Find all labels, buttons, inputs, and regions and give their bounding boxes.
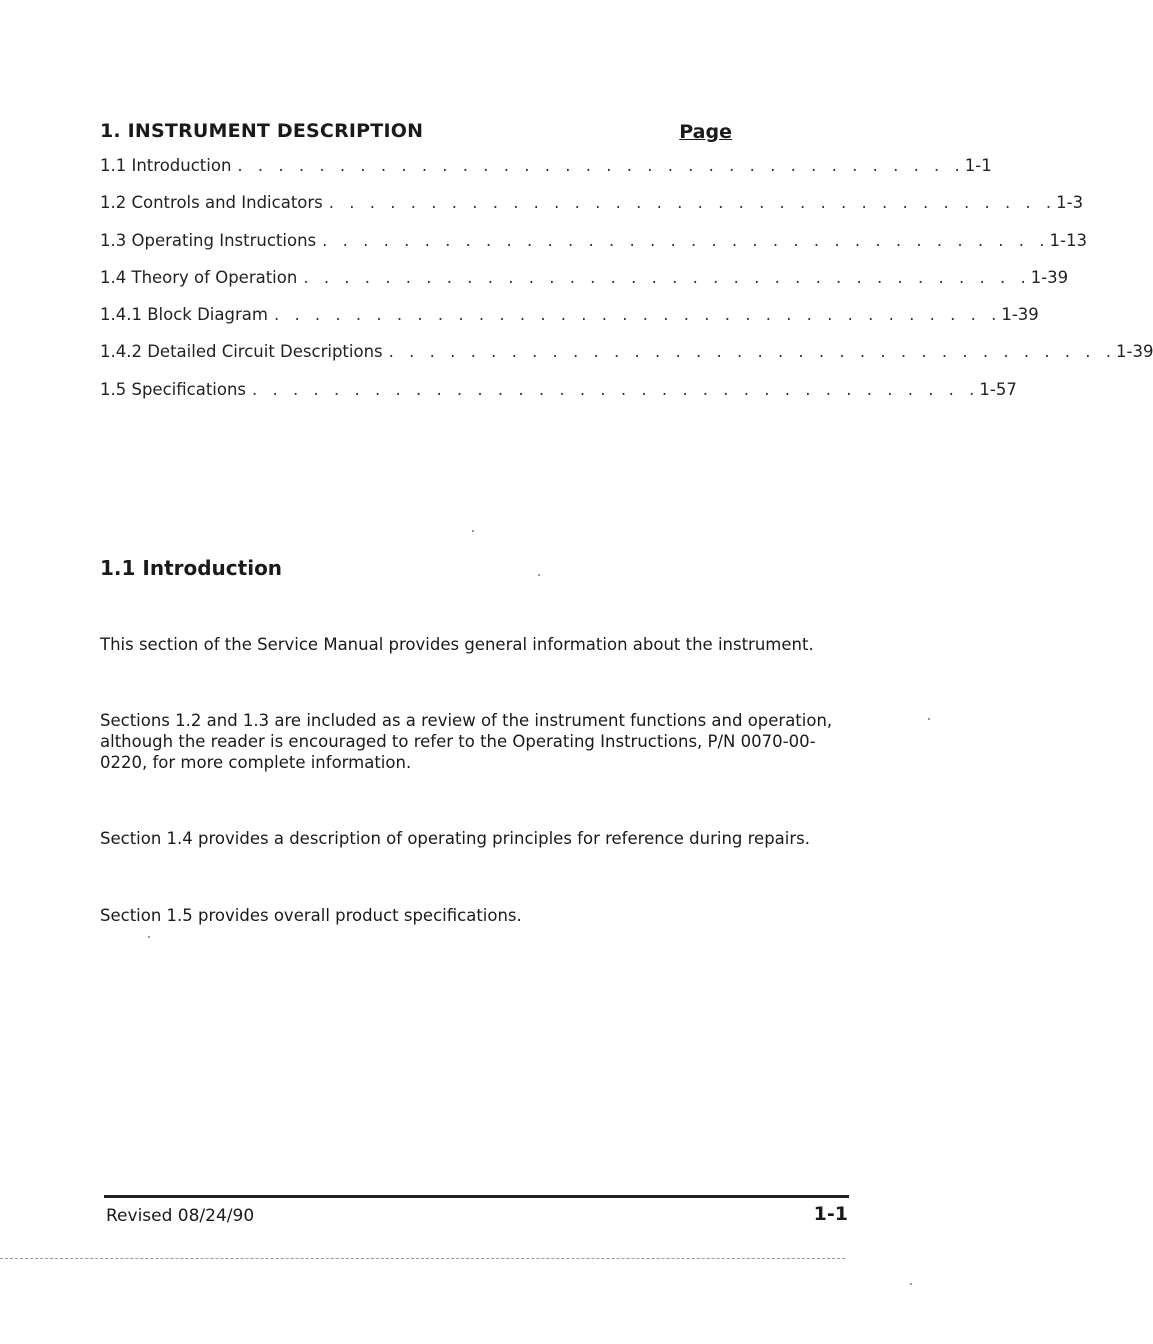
revision-date: Revised 08/24/90	[106, 1206, 255, 1226]
toc-entry-label: 1.4 Theory of Operation	[100, 267, 298, 287]
toc-entry	[100, 379, 1017, 417]
specifications-paragraph: Section 1.5 provides overall product specifications.	[100, 906, 522, 925]
toc-entry-label: 1.2 Controls and Indicators	[100, 193, 323, 213]
scan-speck	[538, 574, 540, 576]
toc-title: 1. INSTRUMENT DESCRIPTION	[100, 120, 424, 142]
toc-entry	[100, 230, 1087, 268]
scan-speck	[928, 718, 930, 720]
toc-entry-page: 1-3	[1056, 193, 1084, 213]
footer-rule	[104, 1195, 849, 1198]
toc-entry	[100, 267, 1069, 305]
toc-entry-label: 1.4.1 Block Diagram	[100, 305, 268, 325]
theory-paragraph: Section 1.4 provides a description of operating principles for reference during repairs.	[100, 829, 810, 848]
toc-entry-label: 1.1 Introduction	[100, 156, 232, 175]
scan-speck	[472, 530, 474, 532]
toc-entry-page: 1-57	[979, 379, 1017, 399]
page-number: 1-1	[813, 1203, 848, 1225]
toc-leader-dots: . . . . . . . . . . . . . . . . . . . . . . . . . . . . . . . . . . . .	[328, 193, 1057, 213]
toc-entry-page: 1-39	[1030, 267, 1069, 287]
scan-artifact-line	[0, 1258, 845, 1259]
toc-leader-dots: . . . . . . . . . . . . . . . . . . . . . . . . . . . . . . . . . . . .	[252, 379, 980, 399]
toc-entry	[100, 305, 1039, 342]
scan-speck	[148, 936, 150, 938]
toc-entry-page: 1-13	[1049, 230, 1087, 250]
review-paragraph: Sections 1.2 and 1.3 are included as a review of the instrument functions and operation, although the reader is encouraged to refer to the Operating Instructions, P/N 0070-00-0220, for more complete information.	[100, 711, 833, 772]
toc-leader-dots: . . . . . . . . . . . . . . . . . . . . . . . . . . . . . . . . . . . .	[388, 342, 1117, 362]
scan-speck	[910, 1283, 912, 1285]
toc-leader-dots: . . . . . . . . . . . . . . . . . . . . . . . . . . . . . . . . . . . .	[322, 230, 1050, 250]
toc-page-column-header: Page	[679, 121, 732, 143]
toc-entry-label: 1.3 Operating Instructions	[100, 230, 317, 250]
toc-leader-dots: . . . . . . . . . . . . . . . . . . . . . . . . . . . . . . . . . . . .	[303, 267, 1031, 287]
toc-list	[100, 156, 1153, 417]
toc-entry-label: 1.5 Specifications	[100, 379, 247, 399]
toc-entry-page: 1-39	[1001, 305, 1039, 325]
toc-leader-dots: . . . . . . . . . . . . . . . . . . . . . . . . . . . . . . . . . . . .	[273, 305, 1002, 325]
intro-paragraph: This section of the Service Manual provides general information about the instrument.	[100, 635, 814, 654]
toc-entry	[100, 342, 1153, 379]
toc-entry	[100, 193, 1084, 230]
toc-leader-dots: . . . . . . . . . . . . . . . . . . . . . . . . . . . . . . . . . . . .	[237, 156, 965, 175]
toc-entry-page: 1-1	[964, 156, 992, 175]
toc-entry	[100, 156, 992, 193]
toc-entry-label: 1.4.2 Detailed Circuit Descriptions	[100, 342, 383, 362]
toc-header	[100, 120, 732, 146]
toc-entry-page: 1-39	[1116, 342, 1153, 362]
section-heading: 1.1 Introduction	[100, 556, 283, 580]
